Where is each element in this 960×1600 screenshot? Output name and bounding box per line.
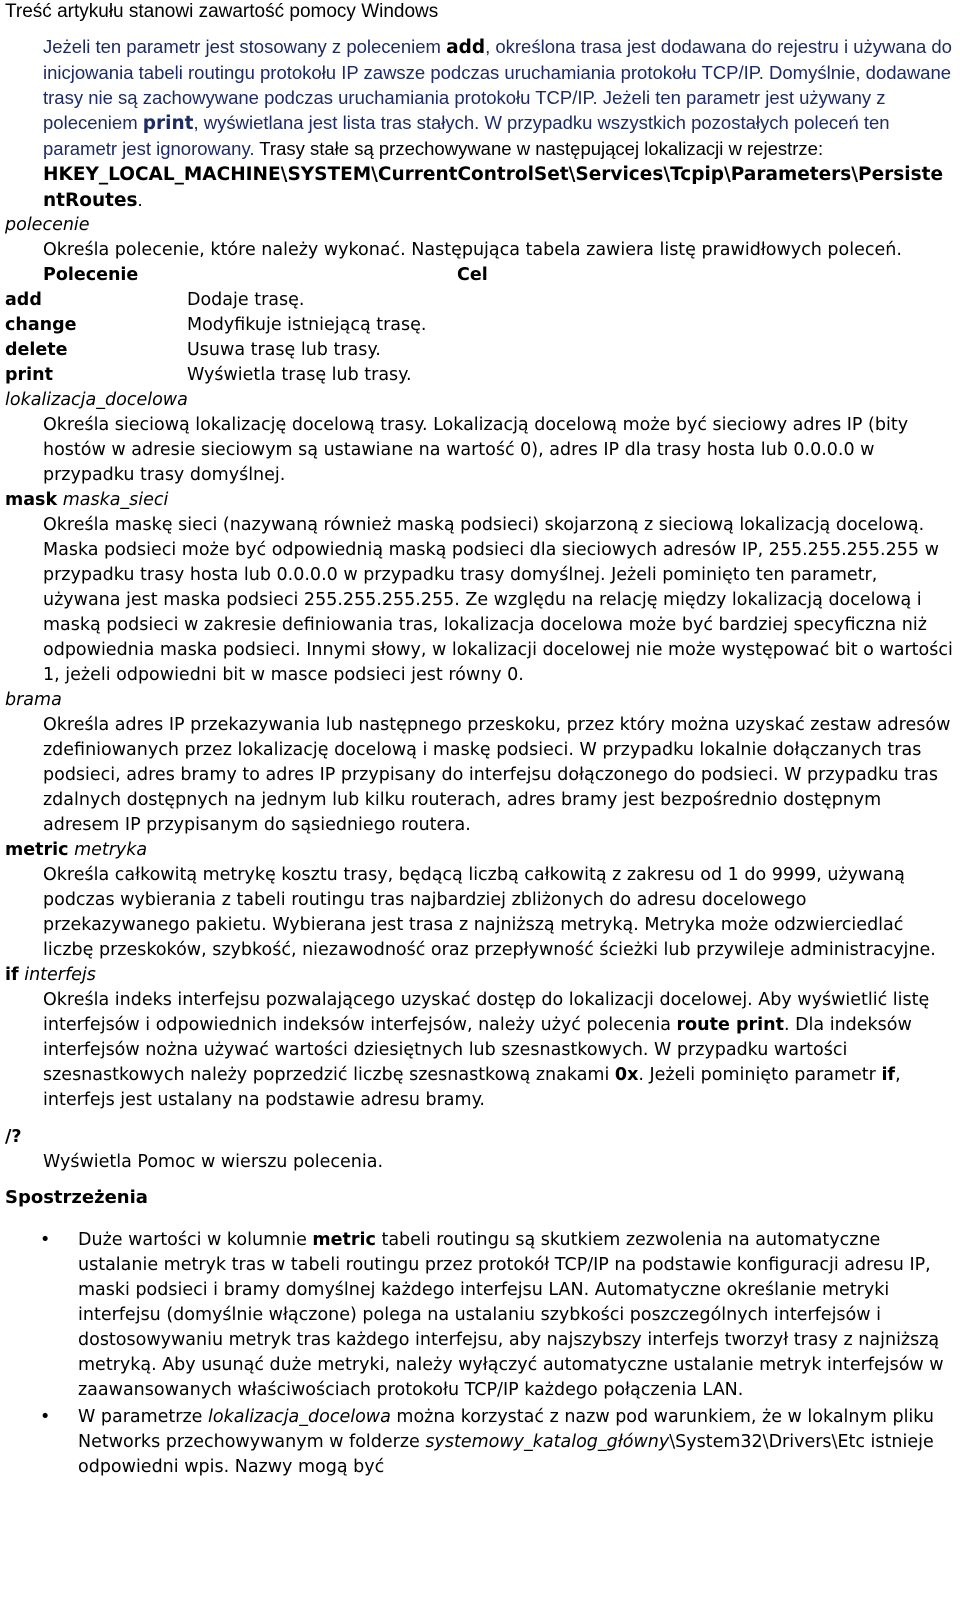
kw-help: /? [5,1127,22,1147]
table-row [5,338,426,363]
registry-period: . [137,189,143,210]
param-help-desc: Wyświetla Pomoc w wierszu polecenia. [43,1152,384,1172]
intro-text-2: , określona trasa jest dodawana do rejestru i używana do inicjowania tabeli routingu protokołu IP zawsze podczas uruchamiania protokołu TCP/IP. Domyślnie, dodawane trasy nie są zachowywane podczas uruchamiania protokołu TCP/IP. Jeżeli ten parametr jest używany z poleceniem [43,36,952,133]
obs2-text-3: \System32\Drivers\Etc istnieje odpowiedni wpis. Nazwy mogą być [78,1432,934,1477]
kw-metric-inline: metric [312,1230,376,1250]
page-header: Treść artykułu stanowi zawartość pomocy Windows [5,1,439,22]
list-item [5,1228,954,1403]
kw-print: print [142,113,194,134]
persistent-param-description [43,34,954,213]
cmd-name: delete [5,340,68,360]
commands-table [5,263,488,288]
kw-0x: 0x [614,1065,639,1085]
kw-add: add [446,37,486,58]
cmd-desc: Wyświetla trasę lub trasy. [187,365,412,385]
if-desc-1: Określa indeks interfejsu pozwalającego uzyskać dostęp do lokalizacji docelowej. Aby wyświetlić listę interfejsów i odpowiednich indeksów interfejsów, należy użyć polecenia [43,990,930,1035]
cmd-name: add [5,290,42,310]
section-title-observations: Spostrzeżenia [5,1187,148,1208]
obs2-text-2: można korzystać z nazw pod warunkiem, że w lokalnym pliku Networks przechowywanym w folderze [78,1407,934,1452]
cmd-name: change [5,315,77,335]
if-desc-2: . Dla indeksów interfejsów nożna używać wartości dziesiętnych lub szesnastkowych. W przypadku wartości szesnastkowych należy poprzedzić liczbę szesnastkową znakami [43,1015,912,1085]
if-desc-4: , interfejs jest ustalany na podstawie adresu bramy. [43,1065,901,1110]
param-metric-desc: Określa całkowitą metrykę kosztu trasy, będącą liczbą całkowitą z zakresu od 1 do 9999, używaną podczas wybierania z tabeli routingu tras najbardziej zbliżonych do adresu docelowego przekazywanego pakietu. Wybierana jest trasa z najniższą metryką. Metryka może odzwierciedlać liczbę przeskoków, szybkość, niezawodność oraz przepływność ścieżki lub przywileje administracyjne. [43,865,936,960]
intro-text-3: , wyświetlana jest lista tras stałych. W przypadku wszystkich pozostałych poleceń ten parametr jest ignorowany. [43,112,890,159]
observations-list [5,1228,954,1480]
param-polecenie-term: polecenie [5,215,90,235]
obs2-text-1: W parametrze [78,1407,209,1427]
intro-text-4: Trasy stałe są przechowywane w następującej lokalizacji w rejestrze: [259,138,824,159]
param-brama-desc: Określa adres IP przekazywania lub następnego przeskoku, przez który można uzyskać zestaw adresów zdefiniowanych przez lokalizację docelową i maskę podsieci. W przypadku lokalnie dołączanych tras podsieci, adres bramy to adres IP przypisany do interfejsu dołączonego do podsieci. W przypadku tras zdalnych dostępnych na jednym lub kilku routerach, adres bramy jest bezpośrednio dostępnym adresem IP przypisanym do sąsiedniego routera. [43,715,951,835]
spacer [5,1113,954,1125]
kw-if-inline: if [881,1065,896,1085]
cmd-name: print [5,365,53,385]
param-help-term [5,1125,954,1150]
term-interfejs: interfejs [24,965,96,985]
table-row [5,363,426,388]
param-lokalizacja-term: lokalizacja_docelowa [5,390,188,410]
kw-mask: mask [5,490,58,510]
obs1-text-2: tabeli routingu są skutkiem zezwolenia na automatyczne ustalanie metryk tras w tabeli routingu przez protokół TCP/IP na podstawie konfiguracji adresu IP, maski podsieci i bramy domyślnej każdego interfejsu LAN. Automatyczne określanie metryki interfejsu (domyślnie włączone) polega na ustalaniu szybkości poszczególnych interfejsów i dostosowywaniu metryk tras każdego interfejsu, aby najszybszy interfejs tworzył trasy z najniższą metryką. Aby usunąć duże metryki, należy wyłączyć automatyczne ustalanie metryk interfejsów w zaawansowanych właściwościach protokołu TCP/IP każdego połączenia LAN. [78,1230,944,1400]
col-header-polecenie: Polecenie [43,265,139,285]
param-brama-term: brama [5,690,62,710]
bullet-icon: • [40,1407,51,1427]
kw-metric: metric [5,840,69,860]
param-mask-term [5,488,954,513]
param-if-term [5,963,954,988]
kw-if: if [5,965,19,985]
term-metryka: metryka [74,840,148,860]
param-lokalizacja-desc: Określa sieciową lokalizację docelową trasy. Lokalizacją docelową może być sieciowy adres IP (bity hostów w adresie sieciowym są ustawiane na wartość 0), adres IP dla trasy hosta lub 0.0.0.0 w przypadku trasy domyślnej. [43,415,909,485]
term-systemowy-katalog: systemowy_katalog_główny [425,1432,670,1452]
param-polecenie-desc: Określa polecenie, które należy wykonać. Następująca tabela zawiera listę prawidłowych poleceń. [43,240,902,260]
table-row [5,313,426,338]
term-lokalizacja-inline: lokalizacja_docelowa [208,1407,391,1427]
registry-key: HKEY_LOCAL_MACHINE\SYSTEM\CurrentControlSet\Services\Tcpip\Parameters\PersistentRoutes [43,164,944,211]
cmd-desc: Dodaje trasę. [187,290,305,310]
col-header-cel: Cel [457,265,488,285]
intro-text-1: Jeżeli ten parametr jest stosowany z poleceniem [43,36,447,57]
commands-table-header [5,263,488,288]
obs1-text-1: Duże wartości w kolumnie [78,1230,313,1250]
param-mask-desc: Określa maskę sieci (nazywaną również maską podsieci) skojarzoną z sieciową lokalizacją docelową. Maska podsieci może być odpowiednią maską podsieci dla sieciowych adresów IP, 255.255.255.255 w przypadku trasy hosta lub 0.0.0.0 w przypadku trasy domyślnej. Jeżeli pominięto ten parametr, używana jest maska podsieci 255.255.255.255. Ze względu na relację między lokalizacją docelową i maską podsieci w zakresie definiowania tras, lokalizacja docelowa może być bardziej specyficzna niż odpowiednia maska podsieci. Innymi słowy, w lokalizacji docelowej nie może występować bit o wartości 1, jeżeli odpowiedni bit w masce podsieci jest równy 0. [43,515,953,685]
list-item [5,1405,954,1480]
if-desc-3: . Jeżeli pominięto parametr [638,1065,882,1085]
cmd-desc: Modyfikuje istniejącą trasę. [187,315,427,335]
bullet-icon: • [40,1230,51,1250]
commands-table-body [5,288,426,388]
param-if-desc [43,988,954,1113]
cmd-desc: Usuwa trasę lub trasy. [187,340,381,360]
kw-route-print: route print [676,1015,784,1035]
param-metric-term [5,838,954,863]
table-row [5,288,426,313]
term-maska: maska_sieci [62,490,169,510]
